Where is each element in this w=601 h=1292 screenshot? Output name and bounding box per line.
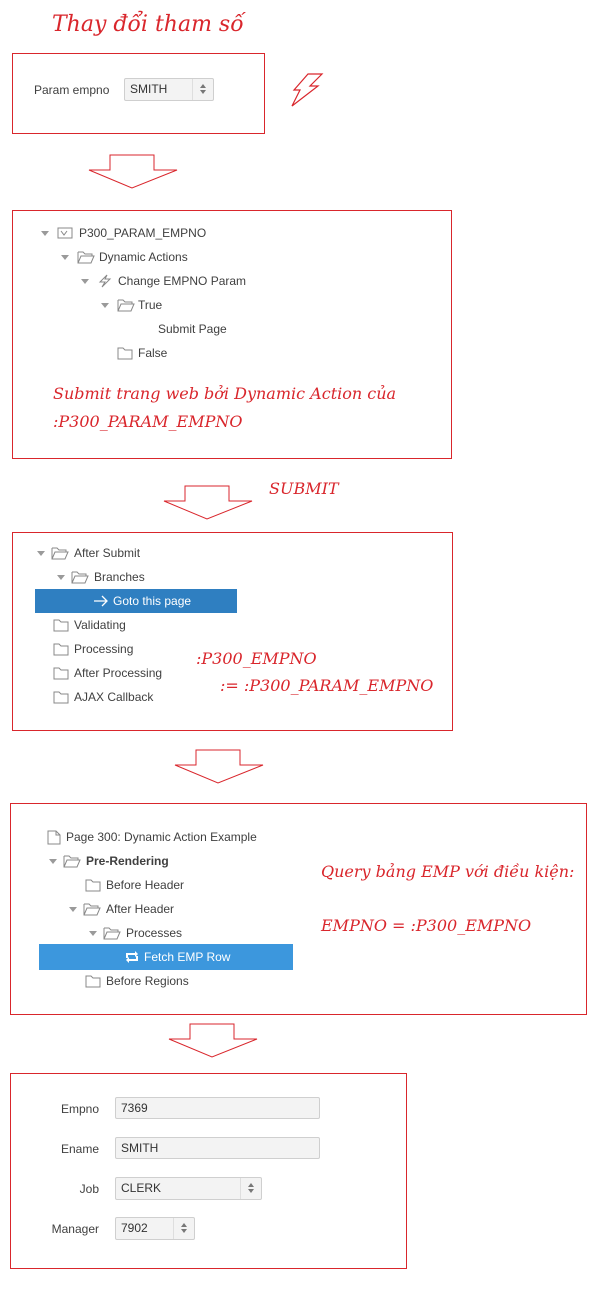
dynamic-action-box xyxy=(12,210,452,459)
folder-icon xyxy=(53,690,69,704)
expand-triangle-icon xyxy=(57,575,65,580)
expand-triangle-icon xyxy=(101,303,109,308)
note-query-line1: Query bảng EMP với điều kiện: xyxy=(321,862,575,881)
tree-label: Change EMPNO Param xyxy=(118,274,247,288)
step1-title: Thay đổi tham số xyxy=(52,12,244,37)
expand-triangle-icon xyxy=(61,255,69,260)
expand-triangle-icon xyxy=(41,231,49,236)
emp-form-box xyxy=(10,1073,407,1269)
select-arrows-icon xyxy=(173,1218,194,1239)
empno-label: Empno xyxy=(60,1102,99,1116)
note-submit-line1: Submit trang web bởi Dynamic Action của xyxy=(53,384,397,403)
folder-open-icon xyxy=(77,250,95,264)
expand-triangle-icon xyxy=(89,931,97,936)
arrow-down-icon xyxy=(163,485,255,521)
folder-icon xyxy=(85,878,101,892)
tree-label: Submit Page xyxy=(158,322,227,336)
tree-label: Branches xyxy=(94,570,145,584)
tree-label: False xyxy=(138,346,168,360)
ename-field[interactable] xyxy=(115,1137,320,1159)
expand-triangle-icon xyxy=(37,551,45,556)
folder-icon xyxy=(53,642,69,656)
empno-field[interactable] xyxy=(115,1097,320,1119)
submit-label: SUBMIT xyxy=(269,479,339,498)
manager-label: Manager xyxy=(51,1222,99,1236)
folder-icon xyxy=(85,974,101,988)
param-empno-label: Param empno xyxy=(34,83,110,97)
lightning-icon xyxy=(286,72,326,110)
note-assign-line1: :P300_EMPNO xyxy=(196,649,317,668)
job-label: Job xyxy=(79,1182,99,1196)
param-empno-select[interactable] xyxy=(124,78,214,101)
arrow-right-icon xyxy=(93,595,109,607)
expand-triangle-icon xyxy=(81,279,89,284)
tree-label: Goto this page xyxy=(113,594,192,608)
folder-open-icon xyxy=(103,926,121,940)
lightning-action-icon xyxy=(97,274,113,288)
manager-select[interactable] xyxy=(115,1217,195,1240)
folder-open-icon xyxy=(117,298,135,312)
tree-label: After Header xyxy=(106,902,175,916)
folder-open-icon xyxy=(63,854,81,868)
after-submit-box xyxy=(12,532,453,731)
arrow-down-icon xyxy=(88,154,180,190)
arrow-down-icon xyxy=(168,1023,260,1059)
tree-label: P300_PARAM_EMPNO xyxy=(79,226,207,240)
rendering-box xyxy=(10,803,587,1015)
tree-label: Validating xyxy=(74,618,126,632)
job-value: CLERK xyxy=(121,1181,162,1195)
param-box xyxy=(12,53,265,134)
arrow-down-icon xyxy=(174,749,266,785)
ename-value: SMITH xyxy=(121,1141,159,1155)
folder-icon xyxy=(117,346,133,360)
tree-label: AJAX Callback xyxy=(74,690,154,704)
folder-open-icon xyxy=(51,546,69,560)
tree-label: Processing xyxy=(74,642,134,656)
param-empno-value: SMITH xyxy=(130,82,168,96)
expand-triangle-icon xyxy=(49,859,57,864)
note-query-line2: EMPNO = :P300_EMPNO xyxy=(321,916,532,935)
tree-label: Processes xyxy=(126,926,183,940)
expand-triangle-icon xyxy=(69,907,77,912)
folder-open-icon xyxy=(83,902,101,916)
empno-value: 7369 xyxy=(121,1101,148,1115)
ename-label: Ename xyxy=(60,1142,99,1156)
note-submit-line2: :P300_PARAM_EMPNO xyxy=(53,412,243,431)
tree-label: Before Header xyxy=(106,878,185,892)
folder-open-icon xyxy=(71,570,89,584)
tree-label: After Submit xyxy=(74,546,141,560)
select-arrows-icon xyxy=(192,79,213,100)
page-icon xyxy=(47,830,61,845)
tree-label: Pre-Rendering xyxy=(86,854,169,868)
tree-label: Page 300: Dynamic Action Example xyxy=(66,830,257,844)
job-select[interactable] xyxy=(115,1177,262,1200)
tree-item-submit-page[interactable] xyxy=(158,319,227,339)
refresh-process-icon xyxy=(124,950,140,964)
tree-item-goto-this-page-selected[interactable] xyxy=(35,589,237,613)
tree-label: Before Regions xyxy=(106,974,189,988)
select-arrows-icon xyxy=(240,1178,261,1199)
tree-label: Fetch EMP Row xyxy=(144,950,231,964)
select-list-item-icon xyxy=(57,226,73,240)
tree-label: Dynamic Actions xyxy=(99,250,188,264)
note-assign-line2: := :P300_PARAM_EMPNO xyxy=(220,676,434,695)
tree-label: After Processing xyxy=(74,666,163,680)
tree-label: True xyxy=(138,298,163,312)
tree-item-fetch-emp-row-selected[interactable] xyxy=(39,944,293,970)
folder-icon xyxy=(53,666,69,680)
folder-icon xyxy=(53,618,69,632)
manager-value: 7902 xyxy=(121,1221,148,1235)
